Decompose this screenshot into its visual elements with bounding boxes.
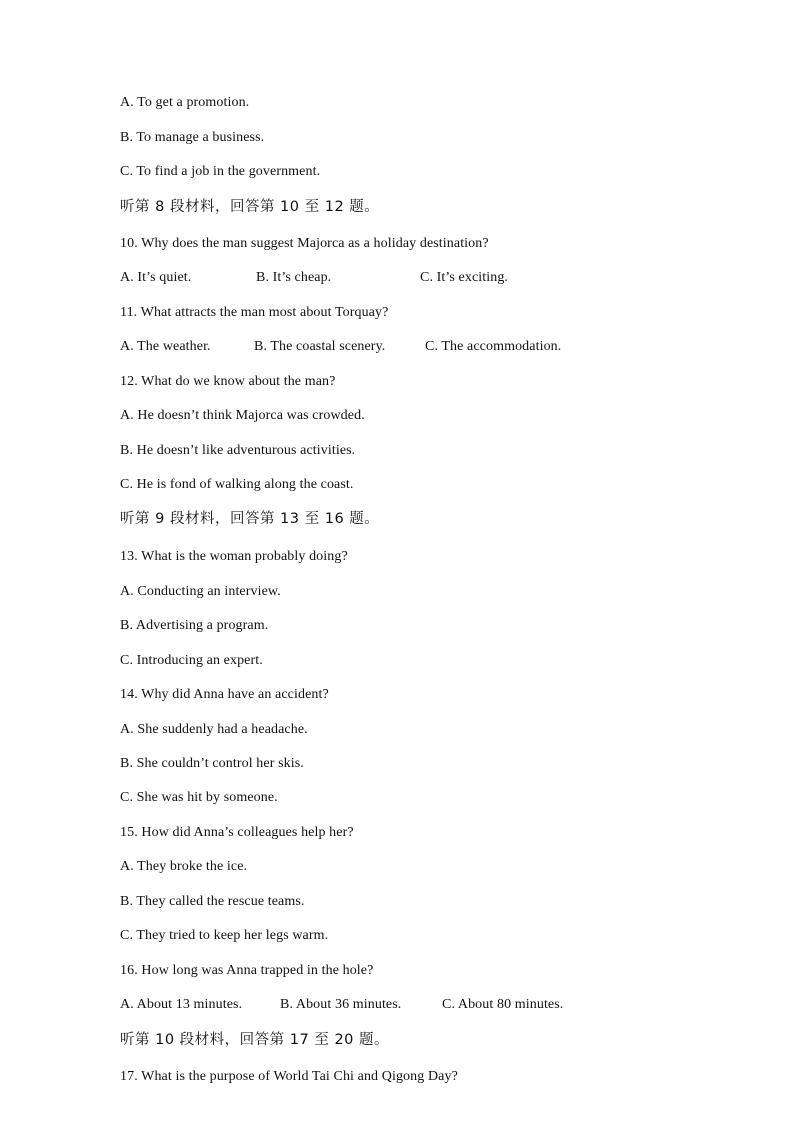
q10-option-c: C. It’s exciting. [420, 270, 509, 285]
q14-option-a: A. She suddenly had a headache. [120, 722, 308, 737]
q12-option-a: A. He doesn’t think Majorca was crowded. [120, 408, 365, 423]
q11-option-b: B. The coastal scenery. [254, 339, 386, 354]
q10-option-b: B. It’s cheap. [256, 270, 332, 285]
q9-option-a: A. To get a promotion. [120, 95, 250, 110]
q15-option-c: C. They tried to keep her legs warm. [120, 928, 329, 943]
q12-option-b: B. He doesn’t like adventurous activities. [120, 443, 356, 458]
question-12: 12. What do we know about the man? [120, 374, 336, 389]
question-11: 11. What attracts the man most about Torquay? [120, 305, 389, 320]
q9-option-b: B. To manage a business. [120, 130, 265, 145]
q11-option-c: C. The accommodation. [425, 339, 562, 354]
q13-option-a: A. Conducting an interview. [120, 584, 281, 599]
question-15: 15. How did Anna’s colleagues help her? [120, 825, 354, 840]
section-heading-10: 听第 10 段材料，回答第 17 至 20 题。 [120, 1032, 390, 1048]
q16-option-b: B. About 36 minutes. [280, 997, 402, 1012]
q12-option-c: C. He is fond of walking along the coast. [120, 477, 354, 492]
q14-option-b: B. She couldn’t control her skis. [120, 756, 304, 771]
q15-option-b: B. They called the rescue teams. [120, 894, 305, 909]
question-16: 16. How long was Anna trapped in the hole? [120, 963, 374, 978]
question-13: 13. What is the woman probably doing? [120, 549, 348, 564]
q15-option-a: A. They broke the ice. [120, 859, 248, 874]
q13-option-b: B. Advertising a program. [120, 618, 269, 633]
section-heading-9: 听第 9 段材料，回答第 13 至 16 题。 [120, 511, 380, 527]
question-17: 17. What is the purpose of World Tai Chi and Qigong Day? [120, 1069, 458, 1084]
q10-option-a: A. It’s quiet. [120, 270, 192, 285]
q11-option-a: A. The weather. [120, 339, 211, 354]
q14-option-c: C. She was hit by someone. [120, 790, 278, 805]
question-10: 10. Why does the man suggest Majorca as a holiday destination? [120, 236, 489, 251]
q9-option-c: C. To find a job in the government. [120, 164, 321, 179]
q16-option-a: A. About 13 minutes. [120, 997, 243, 1012]
q16-option-c: C. About 80 minutes. [442, 997, 564, 1012]
section-heading-8: 听第 8 段材料，回答第 10 至 12 题。 [120, 199, 380, 215]
question-14: 14. Why did Anna have an accident? [120, 687, 329, 702]
q13-option-c: C. Introducing an expert. [120, 653, 263, 668]
